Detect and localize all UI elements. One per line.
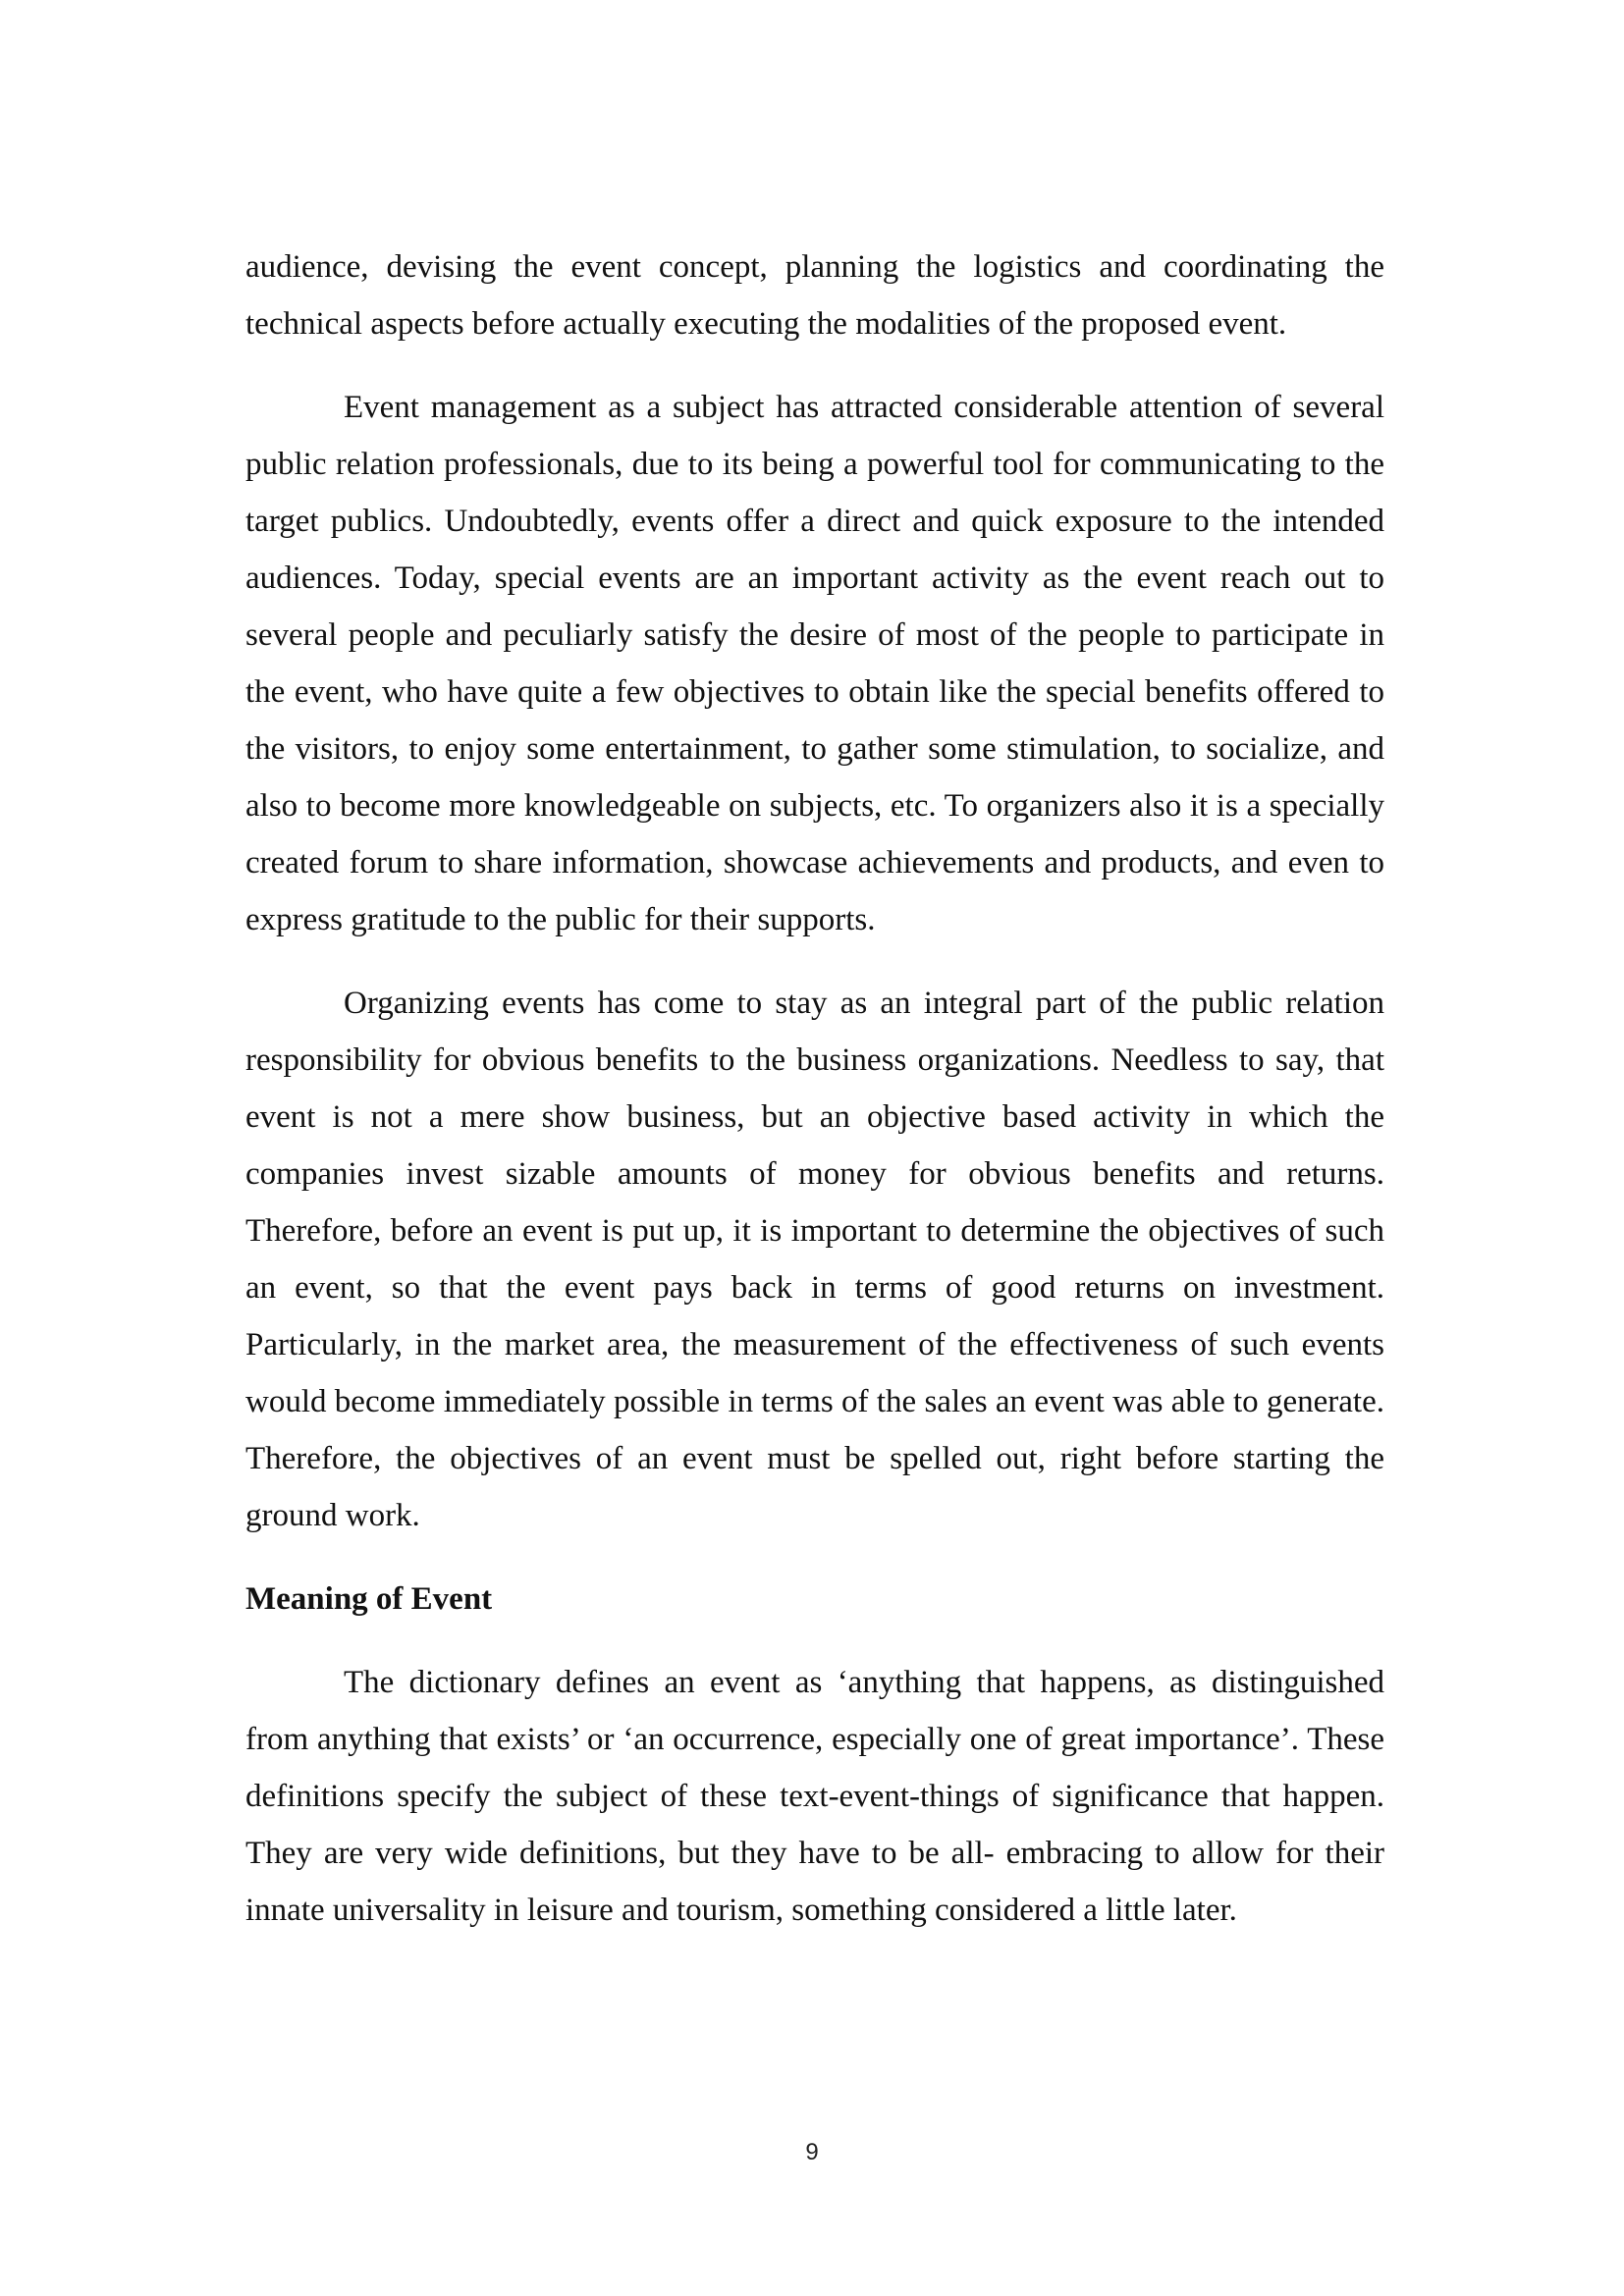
page-body	[245, 239, 1384, 1939]
paragraph-organizing-events: Organizing events has come to stay as an integral part of the public relation responsibility for obvious benefits to the business organizations. Needless to say, that event is not a mere show business, but an objective based activity in which the companies invest sizable amounts of money for obvious benefits and returns. Therefore, before an event is put up, it is important to determine the objectives of such an event, so that the event pays back in terms of good returns on investment. Particularly, in the market area, the measurement of the effectiveness of such events would become immediately possible in terms of the sales an event was able to generate. Therefore, the objectives of an event must be spelled out, right before starting the ground work.	[245, 986, 1384, 1533]
paragraph-event-management: Event management as a subject has attracted considerable attention of several public relation professionals, due to its being a powerful tool for communicating to the target publics. Undoubtedly, events offer a direct and quick exposure to the intended audiences. Today, special events are an important activity as the event reach out to several people and peculiarly satisfy the desire of most of the people to participate in the event, who have quite a few objectives to obtain like the special benefits offered to the visitors, to enjoy some entertainment, to gather some stimulation, to socialize, and also to become more knowledgeable on subjects, etc. To organizers also it is a specially created forum to share information, showcase achievements and products, and even to express gratitude to the public for their supports.	[245, 390, 1384, 937]
paragraph-continuation: audience, devising the event concept, planning the logistics and coordinating the technical aspects before actually executing the modalities of the proposed event.	[245, 249, 1384, 342]
section-heading: Meaning of Event	[245, 1581, 493, 1617]
paragraph-dictionary-definition: The dictionary defines an event as ‘anything that happens, as distinguished from anything that exists’ or ‘an occurrence, especially one of great importance’. These definitions specify the subject of these text-event-things of significance that happen. They are very wide definitions, but they have to be all- embracing to allow for their innate universality in leisure and tourism, something considered a little later.	[245, 1665, 1384, 1928]
page-number: 9	[805, 2139, 819, 2165]
